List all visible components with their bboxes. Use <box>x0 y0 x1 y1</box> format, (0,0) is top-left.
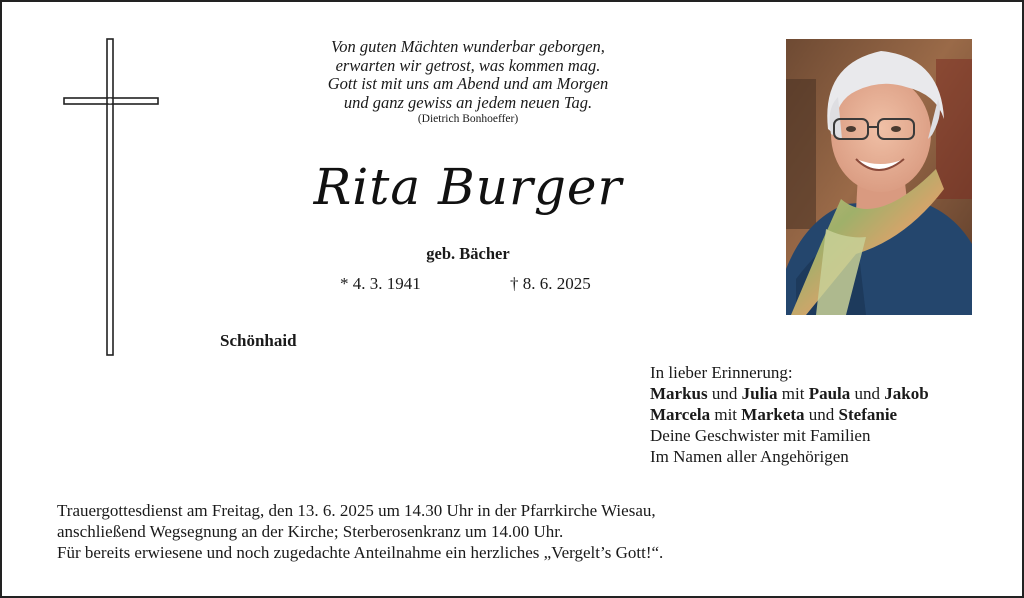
deceased-name: Rita Burger <box>313 158 623 216</box>
family-mourners <box>650 362 929 467</box>
family-name: Marketa <box>741 405 805 424</box>
memorial-poem <box>252 38 684 126</box>
family-name: Jakob <box>884 384 929 403</box>
poem-line: und ganz gewiss an jedem neuen Tag. <box>343 92 593 112</box>
family-name: Julia <box>741 384 778 403</box>
family-line-relatives: Im Namen aller Angehörigen <box>650 447 849 466</box>
funeral-service-info <box>57 500 663 563</box>
death-date: † 8. 6. 2025 <box>510 274 591 293</box>
family-line-children-2 <box>650 404 929 425</box>
residence-place: Schönhaid <box>220 331 297 350</box>
service-line: Trauergottesdienst am Freitag, den 13. 6. 2025 um 14.30 Uhr in der Pfarrkirche Wiesau, <box>57 501 656 520</box>
poem-line: erwarten wir getrost, was kommen mag. <box>335 55 601 75</box>
service-line: Für bereits erwiesene und noch zugedachte Anteilnahme ein herzliches „Vergelt’s Gott!“. <box>57 543 664 562</box>
family-line-siblings: Deine Geschwister mit Familien <box>650 426 871 445</box>
family-name: Paula <box>808 384 851 403</box>
poem-line: Von guten Mächten wunderbar geborgen, <box>331 37 605 56</box>
family-line-children <box>650 383 929 404</box>
conjunction: und <box>711 384 738 403</box>
conjunction: und <box>854 384 881 403</box>
birth-date: * 4. 3. 1941 <box>340 274 421 293</box>
portrait-photo <box>786 39 972 315</box>
conjunction: mit <box>714 405 738 424</box>
poem-line: Gott ist mit uns am Abend und am Morgen <box>327 74 609 93</box>
poem-author: (Dietrich Bonhoeffer) <box>417 113 519 125</box>
family-intro: In lieber Erinnerung: <box>650 363 793 382</box>
family-name: Markus <box>650 384 708 403</box>
cross-icon <box>62 38 162 358</box>
family-name: Marcela <box>650 405 711 424</box>
conjunction: mit <box>781 384 805 403</box>
service-line: anschließend Wegsegnung an der Kirche; Sterberosenkranz um 14.00 Uhr. <box>57 522 564 541</box>
family-name: Stefanie <box>838 405 898 424</box>
birth-name: geb. Bächer <box>426 244 510 263</box>
conjunction: und <box>808 405 835 424</box>
